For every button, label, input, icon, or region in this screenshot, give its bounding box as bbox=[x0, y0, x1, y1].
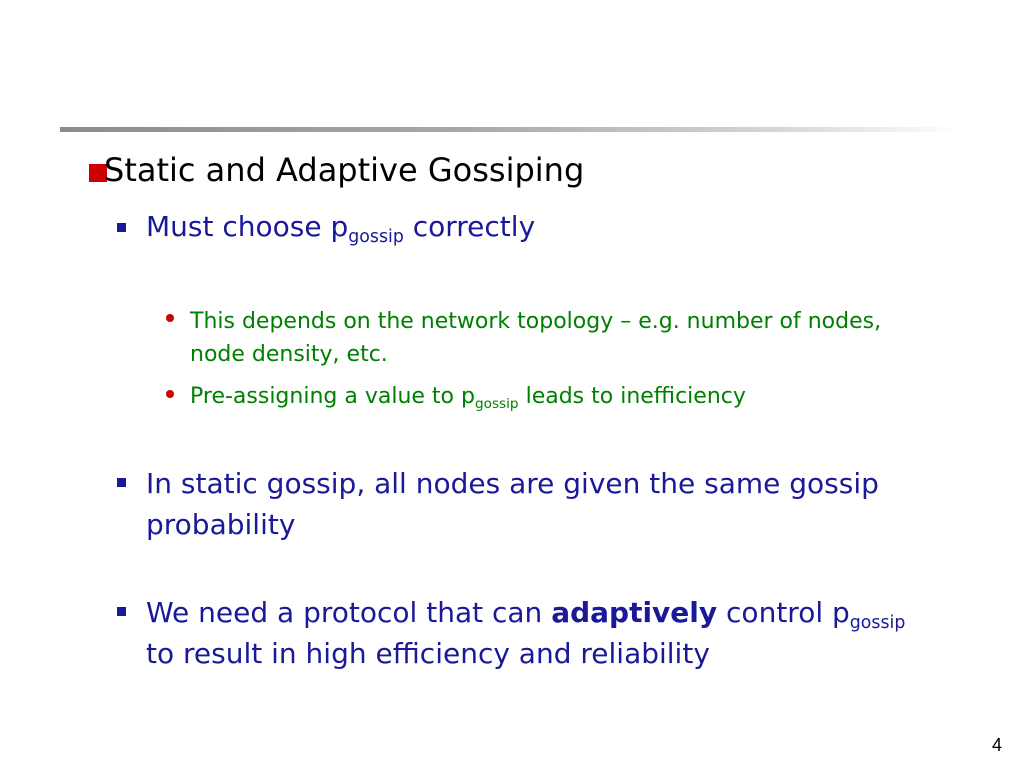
title-divider bbox=[60, 127, 960, 132]
bullet-preassign bbox=[190, 380, 746, 413]
subscript-text: gossip bbox=[474, 395, 519, 412]
bullet-text: Pre-assigning a value to p bbox=[190, 384, 475, 409]
bullet-adaptive-protocol bbox=[146, 592, 926, 674]
bullet-must-choose bbox=[146, 206, 535, 247]
subscript-text: gossip bbox=[849, 613, 906, 634]
page-number: 4 bbox=[991, 735, 1002, 755]
square-bullet-icon bbox=[117, 478, 126, 487]
square-bullet-icon bbox=[117, 223, 126, 232]
bullet-text: This depends on the network topology bbox=[190, 309, 621, 334]
bullet-text: control p bbox=[717, 596, 850, 629]
bullet-text: Must choose p bbox=[146, 210, 349, 243]
dot-bullet-icon bbox=[166, 314, 174, 322]
subscript-text: gossip bbox=[348, 227, 404, 248]
bullet-depends-topology bbox=[190, 305, 930, 371]
bullet-text: leads to inefficiency bbox=[518, 384, 746, 409]
bullet-text: e.g. number of nodes, node density, etc. bbox=[190, 309, 882, 367]
bullet-text: to result in high efficiency and reliability bbox=[146, 637, 710, 670]
dash-text: – bbox=[620, 309, 632, 334]
bullet-text: correctly bbox=[403, 210, 536, 243]
bullet-text: We need a protocol that can bbox=[146, 596, 552, 629]
square-bullet-icon bbox=[117, 607, 126, 616]
bullet-static-gossip: In static gossip, all nodes are given the same gossip probability bbox=[146, 467, 879, 541]
dot-bullet-icon bbox=[166, 390, 174, 398]
slide-heading: Static and Adaptive Gossiping bbox=[104, 151, 585, 189]
emphasis-text: adaptively bbox=[551, 596, 718, 629]
